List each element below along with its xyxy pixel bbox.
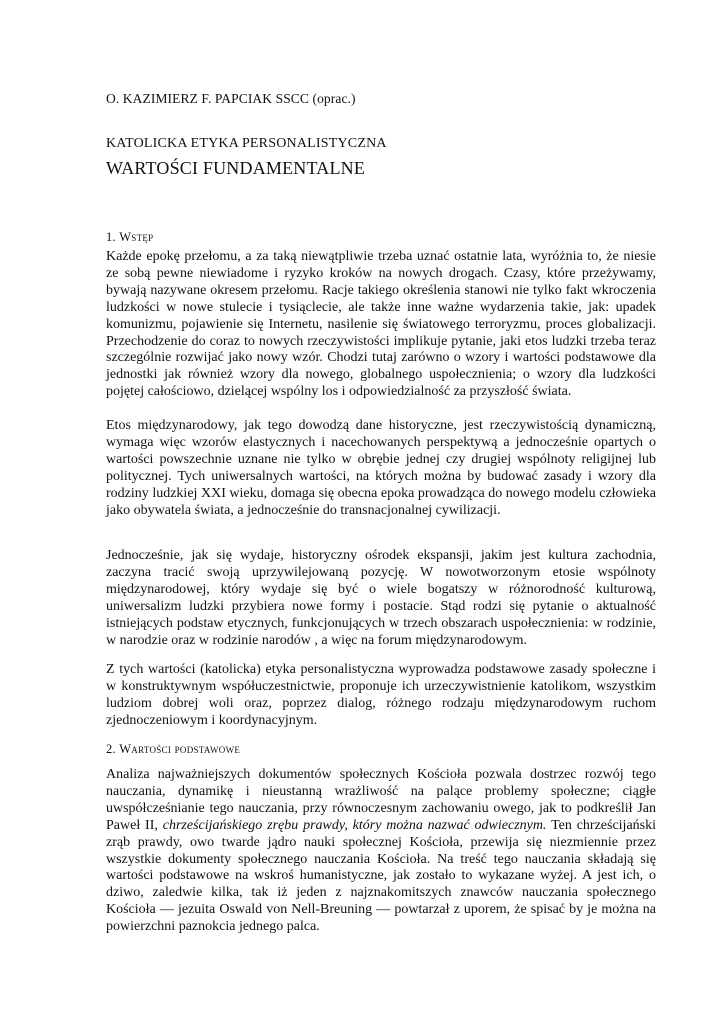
section-number: 2. xyxy=(106,742,116,756)
section-number: 1. xyxy=(106,230,116,244)
paragraph xyxy=(106,249,656,401)
paragraph-text xyxy=(106,767,656,936)
section-heading-intro xyxy=(106,230,154,245)
document-title-line2: WARTOŚCI FUNDAMENTALNE xyxy=(106,158,366,178)
paragraph-text: Z tych wartości (katolicka) etyka personalistyczna wyprowadza podstawowe zasady społeczne i w konstruktywnym współuczestnictwie, proponuje ich urzeczywistnienie katolikom, wszystkim ludziom dobrej woli oraz, poprzez dialog, różnego rodzaju międzynarodowym ruchom zjednoczeniowym i koordynacyjnym. xyxy=(106,662,656,728)
paragraph-text-end: Ten chrześcijański zrąb prawdy, owo twarde jądro nauki społecznej Kościoła, przewija się niezmiennie przez wszystkie dokumenty społecznego nauczania Kościoła. Na treść tego nauczania składają się wartości podstawowe na wskroś humanistyczne, jak zostało to wykazane wyżej. A jest ich, o dziwo, zaledwie kilka, tak iż jeden z najznakomitszych znawców nauczania społecznego Kościoła — jezuita Oswald von Nell-Breuning — powtarzał z uporem, że spisać by je można na powierzchni paznokcia jednego palca. xyxy=(106,817,656,935)
paragraph xyxy=(106,418,656,519)
section-title: Wartości podstawowe xyxy=(119,742,241,756)
section-heading-values xyxy=(106,742,240,757)
paragraph-text: Każde epokę przełomu, a za taką niewątpliwie trzeba uznać ostatnie lata, wyróżnia to, że niesie ze sobą pewne niewiadome i ryzyko kroków na nowych drogach. Czasy, które przeżywamy, bywają nazywane okresem przełomu. Racje takiego określenia stanowi nie tylko fakt wkroczenia ludzkości w nowe stulecie i tysiąclecie, ale także inne ważne wydarzenia takie, jak: upadek komunizmu, pojawienie się Internetu, nasilenie się światowego terroryzmu, proces globalizacji. Przechodzenie do coraz to nowych rzeczywistości implikuje pytanie, jaki etos ludzki trzeba teraz szczególnie rozwijać jako nowy wzór. Chodzi tutaj zarówno o wzory i wartości podstawowe dla jednostki jak również wzory dla nowego, globalnego uspołecznienia; o wzory dla ludzkości pojętej całościowo, dzielącej wspólny los i odpowiedzialność za przyszłość świata. xyxy=(106,249,656,400)
paragraph xyxy=(106,662,656,730)
paragraph xyxy=(106,767,656,936)
paragraph-text: Etos międzynarodowy, jak tego dowodzą dane historyczne, jest rzeczywistością dynamiczną, wymaga więc wzorów elastycznych i nacechowanych perspektywą a jednocześnie opartych o wartości powszechnie uznane nie tylko w obrębie jednej czy drugiej wspólnoty religijnej lub politycznej. Tych uniwersalnych wartości, na których można by budować zasady i wzory dla rodziny ludzkiej XXI wieku, domaga się obecna epoka prowadząca do nowego modelu człowieka jako obywatela świata, a jednocześnie do transnacjonalnej cywilizacji. xyxy=(106,418,656,518)
paragraph xyxy=(106,548,656,649)
paragraph-text-start: Analiza najważniejszych dokumentów społecznych Kościoła pozwala dostrzec rozwój tego nauczania, dynamikę i nieustanną wrażliwość na palące problemy społeczne; ciągłe uwspółcześnianie tego nauczania, przy równoczesnym zachowaniu owego, jak to podkreślił Jan Paweł II, xyxy=(106,767,656,833)
author-line: O. KAZIMIERZ F. PAPCIAK SSCC (oprac.) xyxy=(106,91,356,106)
section-title: Wstęp xyxy=(119,230,154,244)
document-title-line1: KATOLICKA ETYKA PERSONALISTYCZNA xyxy=(106,136,387,151)
quote-text: chrześcijańskiego zrębu prawdy, który można nazwać odwiecznym. xyxy=(162,817,547,833)
paragraph-text: Jednocześnie, jak się wydaje, historyczny ośrodek ekspansji, jakim jest kultura zachodnia, zaczyna tracić swoją uprzywilejowaną pozycję. W nowotworzonym etosie wspólnoty międzynarodowej, który wydaje się być o wiele bogatszy w różnorodność kulturową, uniwersalizm ludzki przybiera nowe formy i postacie. Stąd rodzi się pytanie o aktualność istniejących podstaw etycznych, funkcjonujących w trzech obszarach uspołecznienia: w rodzinie, w narodzie oraz w rodzinie narodów , a więc na forum międzynarodowym. xyxy=(106,548,656,648)
